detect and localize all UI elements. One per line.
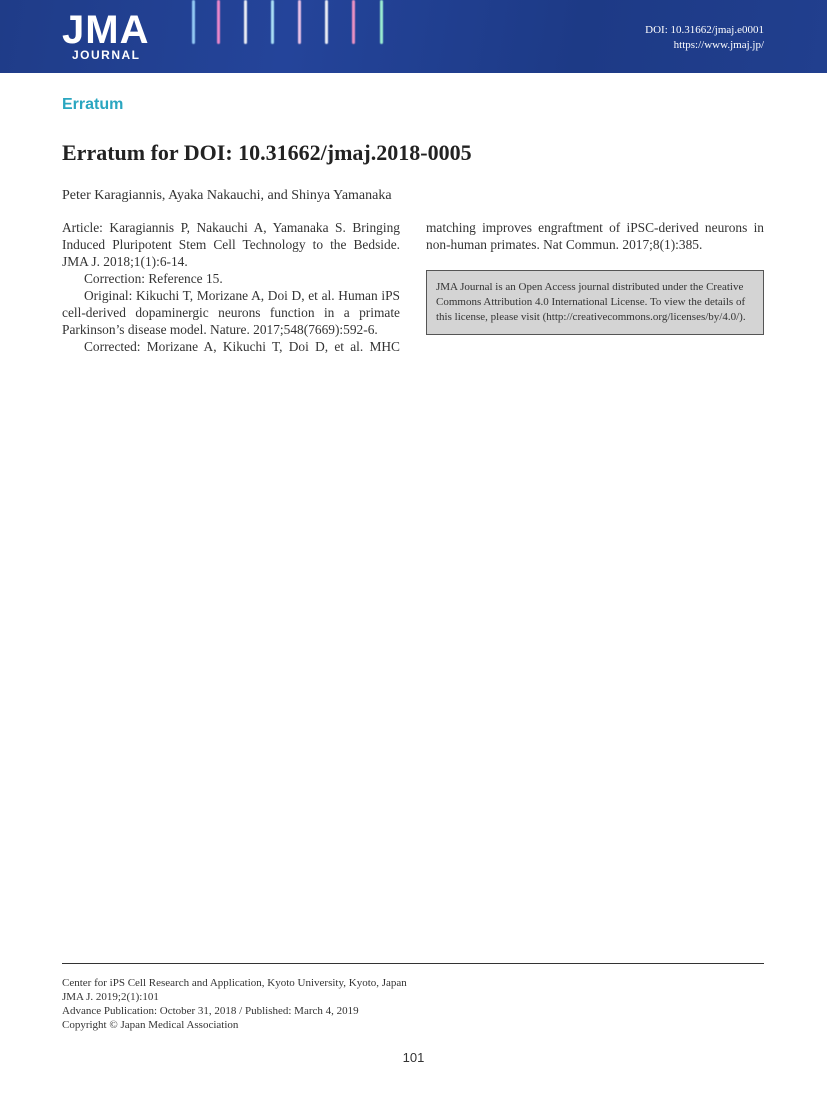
logo-main-text: JMA	[62, 8, 150, 52]
light-streak-decoration	[271, 0, 274, 44]
header-doi: DOI: 10.31662/jmaj.e0001	[645, 24, 764, 36]
header-doi-block	[645, 23, 764, 53]
journal-banner	[0, 0, 827, 73]
section-label: Erratum	[62, 96, 124, 113]
light-streak-decoration	[244, 0, 247, 44]
light-streak-decoration	[192, 0, 195, 44]
correction-line: Correction: Reference 15.	[84, 271, 223, 286]
light-streak-decoration	[217, 0, 220, 44]
light-streak-decoration	[352, 0, 355, 44]
article-reference: Article: Karagiannis P, Nakauchi A, Yamanaka S. Bringing Induced Pluripotent Stem Cell Technology to the Bedside. JMA J. 2018;1(1):6-14.	[62, 220, 400, 269]
footer-citation: JMA J. 2019;2(1):101	[62, 991, 159, 1003]
journal-logo	[62, 8, 150, 62]
corrected-reference-start: Corrected: Morizane A, Kikuchi T, Doi D, et al. MHC	[84, 339, 400, 354]
open-access-license-box	[426, 270, 764, 335]
footer-info	[62, 976, 407, 1032]
footer-dates: Advance Publication: October 31, 2018 / Published: March 4, 2019	[62, 1005, 359, 1017]
light-streak-decoration	[380, 0, 383, 44]
corrected-reference-end: matching improves engraftment of iPSC-derived neurons in non-human primates. Nat Commun. 2017;8(1):385.	[426, 220, 764, 252]
body-column-right	[426, 219, 764, 253]
page-number: 101	[402, 1050, 425, 1065]
body-column-left	[62, 219, 400, 355]
light-streak-decoration	[298, 0, 301, 44]
original-reference: Original: Kikuchi T, Morizane A, Doi D, et al. Human iPS cell-derived dopaminergic neurons function in a primate Parkinson’s disease model. Nature. 2017;548(7669):592-6.	[62, 288, 400, 337]
light-streak-decoration	[325, 0, 328, 44]
logo-sub-text: JOURNAL	[72, 48, 141, 62]
article-title: Erratum for DOI: 10.31662/jmaj.2018-0005	[62, 140, 472, 165]
license-text: JMA Journal is an Open Access journal distributed under the Creative Commons Attribution 4.0 International License. To view the details of this license, please visit (http://creativecommons.org/licenses/by/4.0/).	[436, 281, 746, 323]
footer-divider	[62, 963, 764, 964]
footer-affiliation: Center for iPS Cell Research and Application, Kyoto University, Kyoto, Japan	[62, 977, 407, 989]
footer-copyright: Copyright © Japan Medical Association	[62, 1019, 239, 1031]
header-url[interactable]: https://www.jmaj.jp/	[673, 39, 764, 51]
author-list: Peter Karagiannis, Ayaka Nakauchi, and Shinya Yamanaka	[62, 188, 392, 203]
